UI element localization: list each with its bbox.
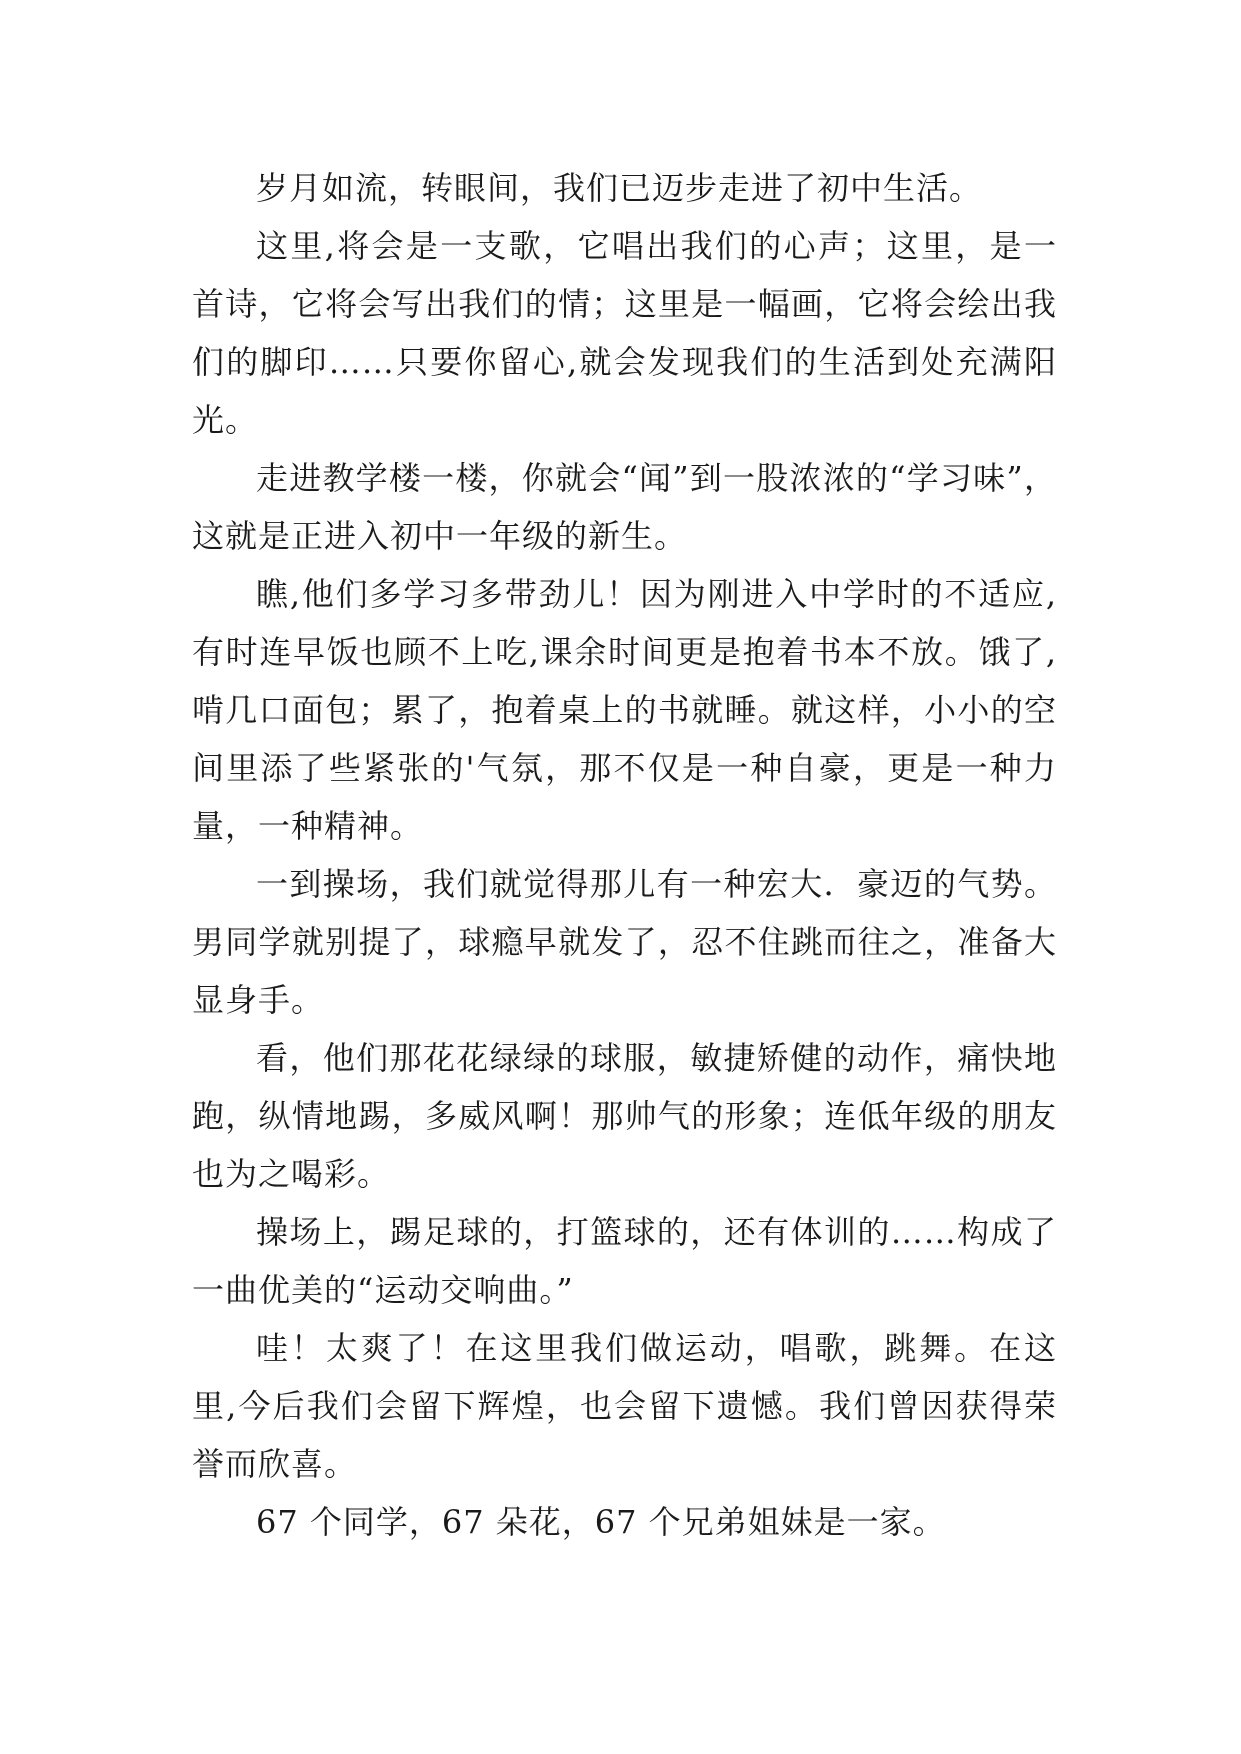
paragraph-4: 瞧,他们多学习多带劲儿！因为刚进入中学时的不适应,有时连早饭也顾不上吃,课余时间更是抱着书本不放。饿了,啃几口面包；累了，抱着桌上的书就睡。就这样，小小的空间里添了些紧张的'气氛，那不仅是一种自豪，更是一种力量，一种精神。 (192, 575, 1057, 845)
paragraph-8: 哇！太爽了！在这里我们做运动，唱歌，跳舞。在这里,今后我们会留下辉煌，也会留下遗憾。我们曾因获得荣誉而欣喜。 (192, 1329, 1057, 1483)
paragraph-3: 走进教学楼一楼，你就会“闻”到一股浓浓的“学习味”，这就是正进入初中一年级的新生。 (192, 459, 1057, 555)
paragraph-7: 操场上，踢足球的，打篮球的，还有体训的……构成了一曲优美的“运动交响曲。” (192, 1213, 1057, 1309)
paragraph-6: 看，他们那花花绿绿的球服，敏捷矫健的动作，痛快地跑，纵情地踢，多威风啊！那帅气的形象；连低年级的朋友也为之喝彩。 (192, 1039, 1057, 1193)
paragraph-5: 一到操场，我们就觉得那儿有一种宏大．豪迈的气势。男同学就别提了，球瘾早就发了，忍不住跳而往之，准备大显身手。 (192, 865, 1057, 1019)
paragraph-1: 岁月如流，转眼间，我们已迈步走进了初中生活。 (256, 169, 983, 207)
paragraph-9: 67 个同学，67 朵花，67 个兄弟姐妹是一家。 (256, 1503, 946, 1541)
document-body (192, 159, 1057, 1551)
paragraph-2: 这里,将会是一支歌，它唱出我们的心声；这里，是一首诗，它将会写出我们的情；这里是一幅画，它将会绘出我们的脚印……只要你留心,就会发现我们的生活到处充满阳光。 (192, 227, 1057, 439)
